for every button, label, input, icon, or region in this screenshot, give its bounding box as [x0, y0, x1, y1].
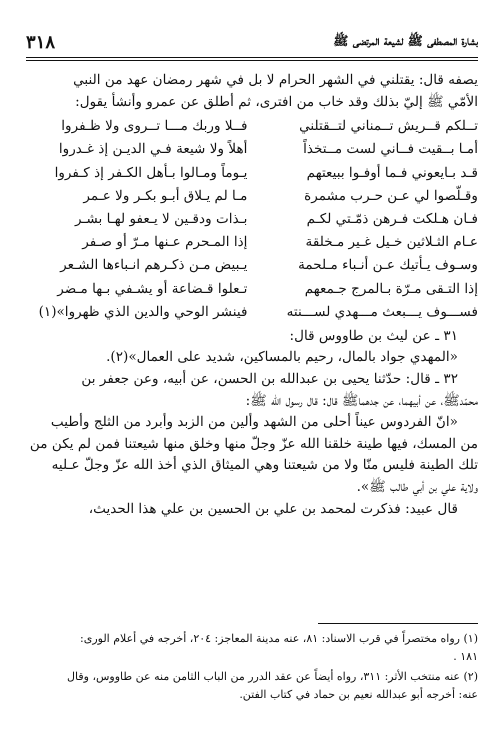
- hadith-31-heading: ٣١ ـ عن ليث بن طاووس قال:: [289, 327, 458, 344]
- verse-second-hemistich: تـعلوا قـضاعة أو يشـفي بـها مـضر: [57, 280, 248, 297]
- main-text: [26, 70, 478, 520]
- footnote-1-line: ١٨١ .: [453, 649, 478, 663]
- intro-line: الأمّي ﷺ إليّ بذلك وقد خاب من افترى، ثم أطلق عن عمرو وأنشأ يقول:: [75, 93, 478, 110]
- hadith-32-line: «انّ الفردوس عيناً أحلى من الشهد وألين من الزبد وأبرد من الثلج وأطيب: [50, 414, 458, 431]
- poem-verse: [26, 162, 478, 185]
- footnotes: [26, 630, 478, 706]
- verse-first-hemistich: وسـوف يـأتيك عـن أنـباء مـلحمة: [298, 257, 478, 274]
- poem-verse: [26, 278, 478, 301]
- hadith-32-line: قال عبيد: فذكرت لمحمد بن علي بن الحسين بن علي هذا الحديث،: [88, 500, 458, 517]
- verse-first-hemistich: فســـوف يـــبعث مـــهدي لســـنته: [286, 303, 478, 320]
- hadith-32-line: ولاية علي بن أبي طالب ﷺ».: [356, 479, 478, 496]
- verse-first-hemistich: فـان هـلكت فـرهن ذمّـتي لكـم: [306, 210, 478, 227]
- hadith-32-line: محمّدﷺ، عن أبيهما، عن جدهماﷺ قال: قال رسول الله ﷺ:: [245, 392, 478, 409]
- footnote-2-line: (٢) عنه منتخب الأثر: ٣١١، رواه أيضاً عن عقد الدرر من الباب الثامن منه عن طاووس، وقال: [67, 670, 478, 683]
- intro-line: يصفه قال: يقتلني في الشهر الحرام لا بل في شهر رمضان عهد من النبي: [73, 72, 478, 88]
- page-number: ٣١٨: [26, 31, 56, 53]
- running-title: بشارة المصطفى ﷺ لشيعة المرتضى ﷺ: [333, 32, 478, 48]
- verse-second-hemistich: يـوماً ومـالوا بـأهل الكـفر إذ كـفروا: [54, 164, 248, 181]
- verse-second-hemistich: أهلاً ولا شيعة فـي الديـن إذ غـدروا: [58, 141, 248, 158]
- poem-verse: [26, 254, 478, 277]
- verse-second-hemistich: فينشر الوحي والدين الذي ظهروا»(١): [38, 303, 248, 320]
- hadith-31-text: «المهدي جواد بالمال، رحيم بالمساكين، شديد على العمال»(٢).: [106, 349, 458, 366]
- poem: [26, 115, 478, 324]
- verse-first-hemistich: تــلكم قــريش تــمناني لتــقتلني: [299, 118, 478, 135]
- footnote-1-line: (١) رواه مختصراً في قرب الاسناد: ٨١، عنه مدينة المعاجز: ٢٠٤، أخرجه في أعلام الورى:: [80, 632, 478, 645]
- poem-verse: [26, 231, 478, 254]
- hadith-32-line: تلك الطينة فليس منّا ولا من شيعتنا وهي الميثاق الذي أخذ الله عزّ وجلّ عـليه: [51, 457, 478, 474]
- verse-second-hemistich: مـا لم يـلاق أبـو بكـر ولا عـمر: [83, 187, 248, 204]
- verse-second-hemistich: فــلا وربك مـــا تــروى ولا ظـفروا: [61, 118, 248, 135]
- verse-first-hemistich: أمـا بــقيت فــاني لست مــتخذاً: [303, 141, 478, 158]
- poem-verse: [26, 185, 478, 208]
- footnote-rule: [318, 623, 478, 624]
- hadith-32-line: من المسك، فيها طينة خلقنا الله عزّ وجلّ منها وخلق منها شيعتنا فمن لم يكن من: [29, 435, 478, 452]
- footnote-2: [26, 668, 478, 703]
- poem-verse: [26, 301, 478, 324]
- header-rule: [26, 57, 478, 58]
- header-rule-double: [26, 60, 478, 61]
- verse-second-hemistich: بـذات ودقـين لا يـعفو لهـا بشـر: [74, 210, 248, 227]
- verse-first-hemistich: إذا التـقى مـرّة بـالمرج جـمعهم: [304, 280, 478, 297]
- verse-second-hemistich: إذا المـحرم عـنها مـرّ أو صـفر: [82, 234, 248, 251]
- poem-verse: [26, 208, 478, 231]
- poem-verse: [26, 115, 478, 138]
- verse-first-hemistich: وقـلّصوا لي عـن حـرب مشمرة: [304, 187, 478, 204]
- footnote-1: [26, 630, 478, 665]
- page-header: [26, 30, 478, 54]
- verse-first-hemistich: قـد بـايعوني فـما أوفـوا ببيعتهم: [306, 164, 478, 181]
- hadith-32-line: ٣٢ ـ قال: حدّثنا يحيى بن عبدالله بن الحسن، عن أبيه، وعن جعفر بن: [81, 371, 458, 388]
- footnote-2-line: عنه: أخرجه أبو عبدالله نعيم بن حماد في كتاب الفتن.: [239, 687, 478, 701]
- poem-verse: [26, 138, 478, 161]
- verse-second-hemistich: يـبيض مـن ذكـرهم انـباءها الشـعر: [60, 257, 248, 274]
- verse-first-hemistich: عـام الثـلاثين خـيل غـير مـخلقة: [305, 234, 478, 251]
